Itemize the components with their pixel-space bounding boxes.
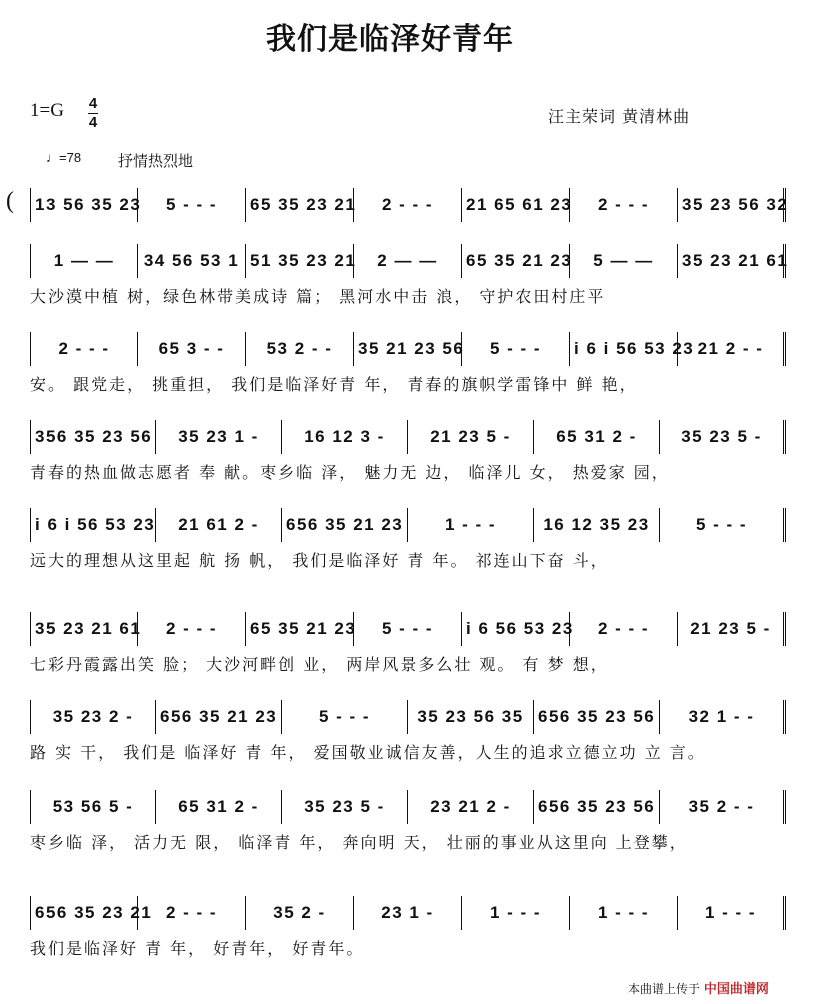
measure: 65 35 23 21 — [246, 188, 354, 222]
notes-line — [30, 896, 790, 930]
measure: 1 - - - — [408, 508, 534, 542]
measure: i 6 i 56 53 23 — [570, 332, 678, 366]
measure: 21 2 - - — [678, 332, 786, 366]
measure: 35 2 - — [246, 896, 354, 930]
measure: 16 12 35 23 — [534, 508, 660, 542]
measure: 65 35 21 23 — [462, 244, 570, 278]
measure: 5 - - - — [138, 188, 246, 222]
measure: 656 35 21 23 — [282, 508, 408, 542]
measure: 35 23 21 61 — [678, 244, 786, 278]
footer-prefix: 本曲谱上传于 — [628, 982, 701, 996]
measure: 1 — — — [30, 244, 138, 278]
meter-bottom: 4 — [88, 114, 98, 131]
measure: 16 12 3 - — [282, 420, 408, 454]
measure: 35 23 1 - — [156, 420, 282, 454]
measure: 5 — — — [570, 244, 678, 278]
lyrics-line: 我们是临泽好 青 年， 好青年， 好青年。 — [30, 939, 365, 958]
measure: 65 3 - - — [138, 332, 246, 366]
notes-line — [30, 508, 790, 542]
measure: 21 23 5 - — [408, 420, 534, 454]
measure: 2 - - - — [30, 332, 138, 366]
repeat-bracket: ( — [6, 188, 14, 214]
measure: 35 2 - - — [660, 790, 786, 824]
measure: 5 - - - — [462, 332, 570, 366]
measure: 2 - - - — [138, 612, 246, 646]
measure: 656 35 23 56 — [534, 700, 660, 734]
song-title: 我们是临泽好青年 — [266, 22, 514, 57]
lyrics-line: 远大的理想从这里起 航 扬 帆， 我们是临泽好 青 年。 祁连山下奋 斗， — [30, 551, 609, 570]
lyrics-line: 七彩丹霞露出笑 脸； 大沙河畔创 业， 两岸风景多么壮 观。 有 梦 想， — [30, 655, 609, 674]
measure: 65 31 2 - — [156, 790, 282, 824]
measure: 35 23 56 35 — [408, 700, 534, 734]
measure: 35 23 2 - — [30, 700, 156, 734]
notes-line — [30, 332, 790, 366]
measure: 35 23 5 - — [282, 790, 408, 824]
lyrics-line: 安。 跟党走， 挑重担， 我们是临泽好青 年， 青春的旗帜学雷锋中 鲜 艳， — [30, 375, 638, 394]
measure: 656 35 23 56 — [534, 790, 660, 824]
tempo-marking: ♩=78 — [46, 150, 82, 165]
site-brand: 中国曲谱网 — [703, 982, 769, 997]
notes-line — [30, 790, 790, 824]
measure: 51 35 23 21 — [246, 244, 354, 278]
measure: 65 35 21 23 — [246, 612, 354, 646]
measure: 21 65 61 23 — [462, 188, 570, 222]
measure: 5 - - - — [354, 612, 462, 646]
measure: 2 - - - — [570, 612, 678, 646]
expression-marking: 抒情热烈地 — [118, 152, 194, 170]
measure: 656 35 23 21 — [30, 896, 138, 930]
measure: 2 - - - — [570, 188, 678, 222]
notes-line — [30, 420, 790, 454]
measure: 1 - - - — [678, 896, 786, 930]
notes-line — [30, 700, 790, 734]
measure: 5 - - - — [282, 700, 408, 734]
credits: 汪主荣词 黄清林曲 — [548, 107, 691, 126]
meter-top: 4 — [88, 95, 98, 112]
measure: 2 — — — [354, 244, 462, 278]
measure: 5 - - - — [660, 508, 786, 542]
lyrics-line: 路 实 干， 我们是 临泽好 青 年， 爱国敬业诚信友善，人生的追求立德立功 立 言。 — [30, 743, 706, 762]
notes-line — [30, 188, 790, 222]
footer — [628, 978, 769, 997]
measure: 21 61 2 - — [156, 508, 282, 542]
measure: 2 - - - — [138, 896, 246, 930]
time-signature — [88, 96, 98, 131]
notes-line — [30, 612, 790, 646]
measure: 34 56 53 1 — [138, 244, 246, 278]
measure: i 6 i 56 53 23 — [30, 508, 156, 542]
lyrics-line: 青春的热血做志愿者 奉 献。枣乡临 泽， 魅力无 边， 临泽儿 女， 热爱家 园， — [30, 463, 670, 482]
measure: 53 2 - - — [246, 332, 354, 366]
measure: 35 23 56 32 — [678, 188, 786, 222]
measure: 2 - - - — [354, 188, 462, 222]
measure: 1 - - - — [570, 896, 678, 930]
measure: 65 31 2 - — [534, 420, 660, 454]
measure: 656 35 21 23 — [156, 700, 282, 734]
measure: 1 - - - — [462, 896, 570, 930]
lyrics-line: 枣乡临 泽， 活力无 限， 临泽青 年， 奔向明 天， 壮丽的事业从这里向 上登攀， — [30, 833, 688, 852]
measure: 53 56 5 - — [30, 790, 156, 824]
measure: 356 35 23 56 — [30, 420, 156, 454]
notes-line — [30, 244, 790, 278]
measure: 23 21 2 - — [408, 790, 534, 824]
measure: i 6 56 53 23 — [462, 612, 570, 646]
measure: 13 56 35 23 — [30, 188, 138, 222]
measure: 35 21 23 56 — [354, 332, 462, 366]
measure: 35 23 21 61 — [30, 612, 138, 646]
measure: 23 1 - — [354, 896, 462, 930]
lyrics-line: 大沙漠中植 树，绿色林带美成诗 篇； 黑河水中击 浪， 守护农田村庄平 — [30, 287, 606, 306]
key-signature: 1=G — [30, 100, 64, 121]
measure: 35 23 5 - — [660, 420, 786, 454]
measure: 32 1 - - — [660, 700, 786, 734]
measure: 21 23 5 - — [678, 612, 786, 646]
